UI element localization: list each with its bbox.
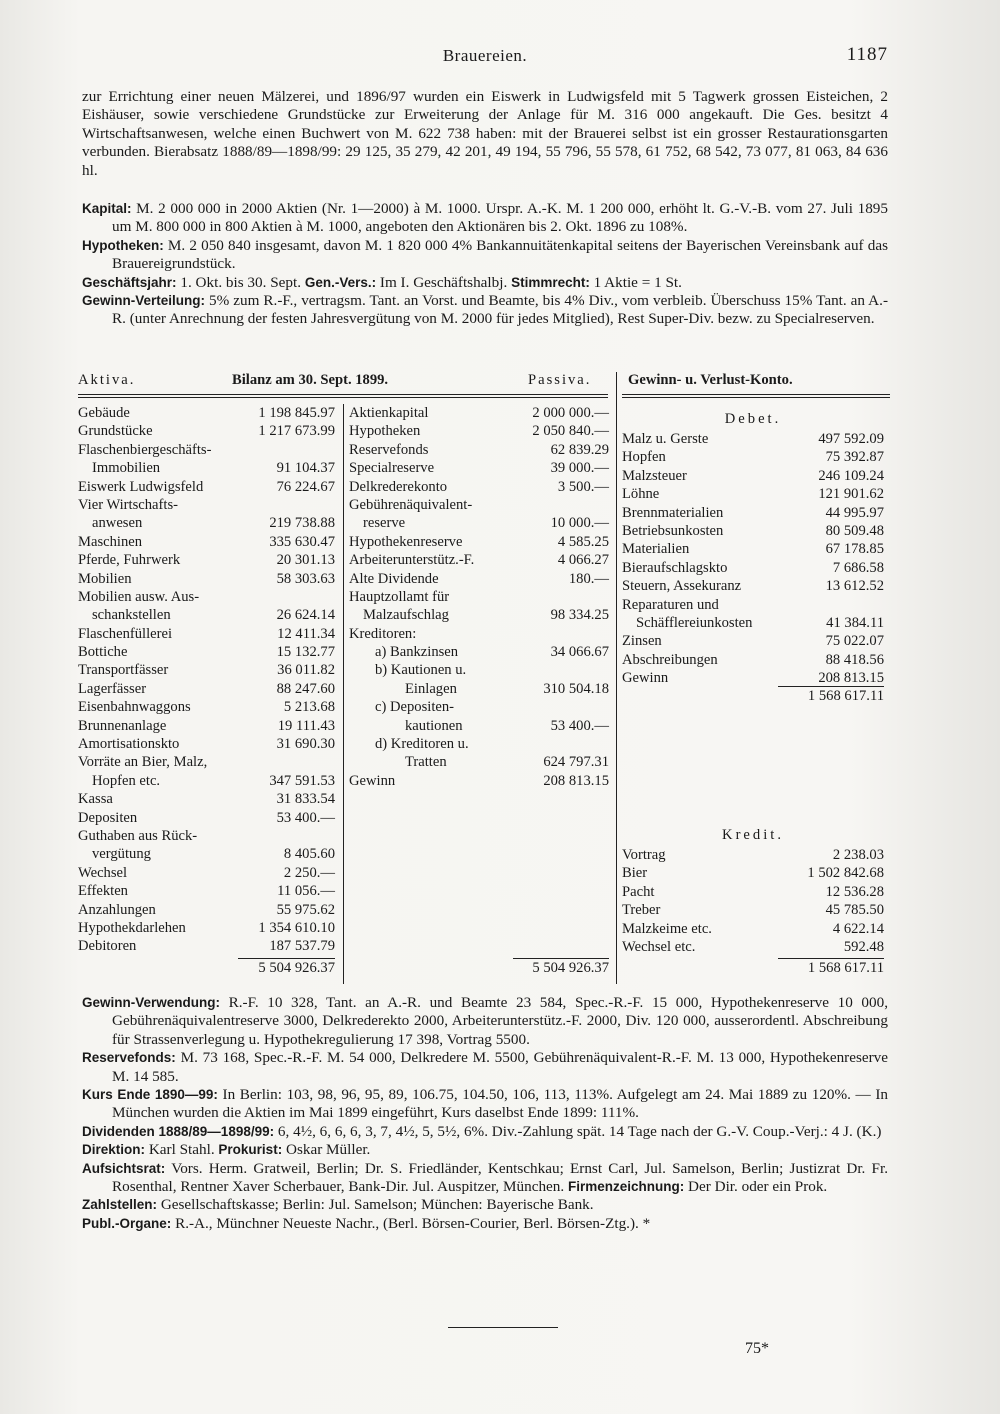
kredit-amount: 592.48 (843, 938, 884, 955)
aktiva-amount: 31 690.30 (276, 736, 335, 753)
passiva-label: Reservefonds (349, 441, 429, 458)
aktiva-label: Bottiche (78, 644, 128, 661)
aktiva-row (78, 496, 335, 514)
aktiva-row (78, 459, 335, 477)
aktiva-amount: 36 011.82 (277, 662, 335, 679)
debet-label: Hopfen (622, 449, 666, 466)
kredit-amount: 1 502 842.68 (807, 865, 884, 882)
section-lead: Dividenden 1888/89—1898/99: (82, 1123, 275, 1139)
aktiva-label: Pferde, Fuhrwerk (78, 552, 181, 569)
passiva-row (349, 772, 609, 790)
debet-amount: 44 995.97 (825, 504, 884, 521)
passiva-label: Aktienkapital (349, 405, 429, 421)
aktiva-row (78, 551, 335, 569)
kredit-row (622, 920, 884, 938)
aktiva-label: anwesen (92, 515, 143, 532)
page-header (82, 46, 888, 70)
debet-amount: 13 612.52 (825, 578, 884, 595)
section-text-3: 1 Aktie = 1 St. (593, 273, 682, 291)
passiva-amount: 310 504.18 (543, 680, 609, 697)
section-lead: Kapital: (82, 201, 132, 216)
passiva-label: a) Bankzinsen (375, 644, 459, 661)
debet-row (622, 559, 884, 577)
passiva-row (349, 459, 609, 477)
aktiva-label: Debitoren (78, 938, 137, 955)
aktiva-amount: 20 301.13 (276, 552, 335, 569)
passiva-label: Alte Dividende (349, 570, 439, 587)
aktiva-amount: 219 738.88 (269, 515, 335, 532)
aktiva-label: vergütung (92, 846, 151, 863)
aktiva-amount: 5 213.68 (283, 699, 335, 716)
aktiva-row (78, 882, 335, 900)
aktiva-label: Hopfen etc. (92, 772, 161, 789)
debet-amount: 121 901.62 (818, 486, 884, 503)
section-kapital (82, 200, 888, 237)
aktiva-label: Eisenbahnwaggons (78, 699, 191, 716)
aktiva-amount: 88 247.60 (276, 680, 335, 697)
section-text: 1. Okt. bis 30. Sept. (180, 273, 302, 291)
debet-row (622, 577, 884, 595)
passiva-row (349, 478, 609, 496)
aktiva-label: Kassa (78, 791, 113, 808)
section-text: 5% zum R.-F., vertragsm. Tant. an Vorst. und Beamte, bis 4% Div., vom verbleib. Überschuss 15% Tant. an A.-R. (unter Anrechnung der festen Jahresvergütung von M. 2000 für jedes Mitglied), Rest Super-Div. bezw. zu Specialreserven. (112, 292, 888, 328)
aktiva-row (78, 790, 335, 808)
aktiva-label: Aktiva. (78, 372, 136, 388)
aktiva-label: Effekten (78, 883, 128, 900)
passiva-row (349, 680, 609, 698)
aktiva-amount: 58 303.63 (276, 570, 335, 587)
section-lead: Reservefonds: (82, 1050, 176, 1066)
passiva-amount: 4 585.25 (557, 533, 609, 550)
passiva-amount: 62 839.29 (550, 441, 609, 458)
aktiva-amount: 31 833.54 (276, 791, 335, 808)
passiva-label: kautionen (405, 717, 463, 734)
section-direktion (82, 1141, 888, 1159)
section-gewinn-verteilung (82, 292, 888, 329)
kredit-label: Wechsel etc. (622, 938, 696, 955)
debet-label: Steuern, Assekuranz (622, 578, 742, 595)
aktiva-row (78, 533, 335, 551)
guv-header-rule (622, 394, 890, 395)
aktiva-amount: 187 537.79 (269, 938, 335, 955)
passiva-label: Specialreserve (349, 460, 435, 477)
balance-title: Bilanz am 30. Sept. 1899. (232, 372, 389, 388)
passiva-amount: 34 066.67 (550, 644, 609, 661)
passiva-label: Hauptzollamt für (349, 588, 450, 605)
section-text: Gesellschaftskasse; Berlin: Jul. Samelson; München: Bayerische Bank. (160, 1196, 594, 1214)
aktiva-total-rule (238, 958, 335, 959)
passiva-row (349, 514, 609, 532)
aktiva-total: 5 504 926.37 (258, 960, 335, 976)
debet-row (622, 504, 884, 522)
section-lead: Direktion: (82, 1142, 146, 1158)
debet-row (622, 651, 884, 669)
section-text: R.-F. 10 328, Tant. an A.-R. und Beamte 23 584, Spec.-R.-F. 15 000, Hypothekenreserve 10 000, Gebührenäquivalentreserve 3000, Delkrederekto 2000, Arbeiterunterstütz.-F. 2000, Div. 120 000, ausserordentl. Abschreibung für Strassenverlegung u. Hypothekregulierung 17 398, Vortrag 5500. (112, 994, 888, 1048)
passiva-amount: 53 400.— (550, 717, 609, 734)
debet-total: 1 568 617.11 (807, 688, 884, 704)
aktiva-amount: 335 630.47 (269, 533, 335, 550)
debet-amount: 67 178.85 (825, 541, 884, 558)
section-hypotheken (82, 237, 888, 274)
kredit-total: 1 568 617.11 (807, 960, 884, 976)
passiva-amount: 10 000.— (550, 515, 609, 532)
aktiva-amount: 26 624.14 (276, 607, 335, 624)
guv-title: Gewinn- u. Verlust-Konto. (628, 372, 793, 388)
aktiva-label: Transportfässer (78, 662, 169, 679)
aktiva-label: Depositen (78, 809, 138, 826)
passiva-column (349, 404, 609, 790)
aktiva-amount: 1 354 610.10 (258, 919, 335, 936)
debet-rows (622, 430, 884, 687)
section-geschaeftsjahr (82, 274, 888, 292)
passiva-total: 5 504 926.37 (532, 960, 609, 976)
aktiva-row (78, 588, 335, 606)
debet-label: Abschreibungen (622, 651, 718, 668)
aktiva-amount: 2 250.— (283, 864, 335, 881)
aktiva-amount: 19 111.43 (277, 717, 335, 734)
section-publ-organe (82, 1215, 888, 1233)
passiva-row (349, 422, 609, 440)
aktiva-label: Mobilien ausw. Aus- (78, 588, 200, 605)
passiva-row (349, 643, 609, 661)
debet-amount: 41 384.11 (826, 614, 884, 631)
aktiva-row (78, 422, 335, 440)
intro-text: zur Errichtung einer neuen Mälzerei, und 1896/97 wurden ein Eiswerk in Ludwigsfeld mit 5 Tagwerk grossen Eisteichen, 2 Eishäuser, sowie verschiedene Grundstücke zur Erweiterung der Anlage für M. 316 000 angekauft. Die Ges. besitzt 4 Wirtschaftsanwesen, welche einen Buchwert von M. 622 738 haben: mit der Brauerei selbst ist ein grosser Restaurationsgarten verbunden. Bierabsatz 1888/89—1898/99: 29 125, 35 279, 42 201, 49 194, 55 796, 55 578, 61 752, 68 542, 73 077, 81 063, 84 636 hl. (82, 88, 888, 179)
debet-row (622, 430, 884, 448)
debet-amount: 497 592.09 (818, 431, 884, 447)
kredit-row (622, 883, 884, 901)
debet-amount: 246 109.24 (818, 467, 884, 484)
aktiva-label: Maschinen (78, 533, 143, 550)
aktiva-row (78, 643, 335, 661)
passiva-label: Hypothekenreserve (349, 533, 463, 550)
debet-amount: 75 392.87 (825, 449, 884, 466)
section-lead-2: Firmenzeichnung: (567, 1179, 685, 1195)
debet-label: Zinsen (622, 633, 662, 650)
section-text: M. 2 050 840 insgesamt, davon M. 1 820 000 4% Bankannuitätenkapital seitens der Bayerischen Vereinsbank auf das Brauereigrundstück. (112, 236, 889, 273)
aktiva-label: Brunnenanlage (78, 717, 167, 734)
aktiva-label: schankstellen (92, 607, 171, 624)
aktiva-row (78, 845, 335, 863)
aktiva-label: Wechsel (78, 864, 128, 881)
kredit-amount: 12 536.28 (825, 883, 884, 900)
section-reservefonds (82, 1049, 888, 1086)
aktiva-row (78, 680, 335, 698)
aktiva-label: Flaschenfüllerei (78, 625, 173, 642)
kredit-label: Kredit. (722, 827, 784, 843)
passiva-row (349, 735, 609, 753)
section-lead: Publ.-Organe: (82, 1215, 172, 1231)
debet-total-rule (778, 686, 884, 687)
section-text: R.-A., Münchner Neueste Nachr., (Berl. Börsen-Courier, Berl. Börsen-Ztg.). * (175, 1214, 651, 1232)
kredit-label: Malzkeime etc. (622, 920, 712, 937)
aktiva-row (78, 698, 335, 716)
kredit-label: Bier (622, 865, 648, 882)
header-rule-2 (78, 397, 608, 398)
aktiva-row (78, 717, 335, 735)
section-text-2: Oskar Müller. (285, 1141, 371, 1159)
section-lead-3: Stimmrecht: (511, 274, 590, 290)
section-lead: Kurs Ende 1890—99: (82, 1087, 218, 1103)
debet-amount: 88 418.56 (825, 651, 884, 668)
section-lead: Aufsichtsrat: (82, 1160, 166, 1176)
aktiva-label: Grundstücke (78, 423, 153, 440)
passiva-label: Gebührenäquivalent- (349, 496, 473, 513)
debet-label: Reparaturen und (622, 596, 719, 613)
passiva-row (349, 588, 609, 606)
aktiva-row (78, 919, 335, 937)
debet-row (622, 596, 884, 614)
aktiva-row (78, 772, 335, 790)
passiva-amount: 624 797.31 (543, 754, 609, 771)
aktiva-label: Mobilien (78, 570, 132, 587)
passiva-row (349, 717, 609, 735)
debet-amount: 208 813.15 (818, 670, 884, 687)
section-text: In Berlin: 103, 98, 96, 95, 89, 106.75, 104.50, 106, 113, 113%. Aufgelegt am 24. Mai 1889 zu 120%. — In München wurden die Aktien im Mai 1899 eingeführt, Kurs daselbst Ende 1899: 111%. (112, 1086, 888, 1122)
passiva-label: Gewinn (349, 772, 396, 789)
aktiva-label: Lagerfässer (78, 680, 147, 697)
kredit-amount: 2 238.03 (832, 847, 884, 863)
passiva-label: reserve (363, 515, 406, 532)
footer-rule (448, 1327, 558, 1328)
aktiva-label: Guthaben aus Rück- (78, 827, 198, 844)
aktiva-amount: 1 217 673.99 (258, 423, 335, 440)
section-text: 6, 4½, 6, 6, 6, 3, 7, 4½, 5, 5½, 6%. Div.-Zahlung spät. 14 Tage nach der G.-V. Coup.-Verj.: 4 J. (K.) (277, 1122, 882, 1140)
debet-row (622, 485, 884, 503)
kredit-row (622, 938, 884, 956)
passiva-row (349, 570, 609, 588)
section-text: M. 73 168, Spec.-R.-F. M. 54 000, Delkredere M. 5500, Gebührenäquivalent-R.-F. M. 13 000, Hypothekenreserve M. 14 585. (112, 1049, 889, 1085)
passiva-row (349, 551, 609, 569)
running-title: Brauereien. (442, 46, 528, 65)
section-kurs (82, 1086, 888, 1123)
aktiva-amount: 347 591.53 (269, 772, 335, 789)
debet-row (622, 669, 884, 687)
passiva-amount: 180.— (568, 570, 609, 587)
section-lead: Zahlstellen: (82, 1197, 158, 1213)
aktiva-row (78, 441, 335, 459)
aktiva-row (78, 937, 335, 955)
passiva-row (349, 606, 609, 624)
kredit-row (622, 864, 884, 882)
aktiva-row (78, 735, 335, 753)
aktiva-row (78, 514, 335, 532)
aktiva-label: Vorräte an Bier, Malz, (78, 754, 208, 771)
kredit-total-rule (778, 958, 884, 959)
debet-label: Malzsteuer (622, 467, 687, 484)
passiva-label: Kreditoren: (349, 625, 417, 642)
aktiva-row (78, 570, 335, 588)
passiva-label: d) Kreditoren u. (375, 736, 469, 753)
aktiva-row (78, 606, 335, 624)
passiva-row (349, 404, 609, 422)
passiva-row (349, 661, 609, 679)
passiva-label: Arbeiterunterstütz.-F. (349, 552, 475, 569)
passiva-label: Delkrederekonto (349, 478, 448, 495)
aktiva-label: Gebäude (78, 405, 130, 421)
aktiva-label: Amortisationskto (78, 736, 180, 753)
passiva-label: b) Kautionen u. (375, 662, 467, 679)
aktiva-label: Hypothekdarlehen (78, 919, 186, 936)
section-text-2: Im I. Geschäftshalbj. (379, 273, 508, 291)
kredit-label: Vortrag (622, 847, 666, 863)
debet-label: Materialien (622, 541, 690, 558)
section-lead: Gewinn-Verwendung: (82, 995, 221, 1010)
debet-label: Betriebsunkosten (622, 522, 724, 539)
kredit-row (622, 846, 884, 864)
section-text-2: Der Dir. oder ein Prok. (688, 1178, 828, 1196)
header-rule (78, 394, 608, 395)
column-divider (343, 404, 344, 984)
aktiva-amount: 11 056.— (277, 883, 335, 900)
passiva-label: c) Depositen- (375, 699, 455, 716)
debet-label: Debet. (724, 411, 782, 427)
debet-label: Schäfflereiunkosten (636, 614, 753, 631)
debet-label: Malz u. Gerste (622, 431, 709, 447)
guv-divider (616, 372, 617, 984)
passiva-label: Einlagen (405, 680, 457, 697)
kredit-row (622, 901, 884, 919)
section-text: Karl Stahl. (148, 1141, 215, 1159)
aktiva-row (78, 404, 335, 422)
passiva-amount: 208 813.15 (543, 772, 609, 789)
kredit-amount: 45 785.50 (825, 902, 884, 919)
kredit-label: Treber (622, 902, 661, 919)
aktiva-amount: 8 405.60 (283, 846, 335, 863)
balance-block (78, 372, 890, 984)
aktiva-row (78, 827, 335, 845)
passiva-label: Tratten (405, 754, 447, 771)
aktiva-row (78, 625, 335, 643)
aktiva-label: Immobilien (92, 460, 161, 477)
section-lead-2: Prokurist: (218, 1142, 283, 1158)
section-text: M. 2 000 000 in 2000 Aktien (Nr. 1—2000) à M. 1000. Urspr. A.-K. M. 1 200 000, erhöht lt. G.-V.-B. vom 27. Juli 1895 um M. 800 000 in 800 Aktien à M. 1000, angeboten den Aktionären bis 2. Okt. 1896 zu 108%. (112, 200, 888, 236)
aktiva-amount: 76 224.67 (276, 478, 335, 495)
passiva-amount: 4 066.27 (557, 552, 609, 569)
passiva-amount: 2 000 000.— (532, 405, 609, 421)
aktiva-amount: 91 104.37 (276, 460, 335, 477)
passiva-row (349, 625, 609, 643)
debet-row (622, 614, 884, 632)
aktiva-row (78, 661, 335, 679)
debet-label: Gewinn (622, 670, 669, 687)
aktiva-label: Vier Wirtschafts- (78, 496, 178, 513)
passiva-total-rule (513, 958, 609, 959)
aktiva-row (78, 478, 335, 496)
debet-section (622, 408, 884, 687)
passiva-amount: 39 000.— (550, 460, 609, 477)
section-gewinn-verwendung (82, 994, 888, 1049)
debet-row (622, 632, 884, 650)
kredit-amount: 4 622.14 (832, 920, 884, 937)
passiva-row (349, 533, 609, 551)
aktiva-label: Anzahlungen (78, 901, 156, 918)
aktiva-column (78, 404, 335, 956)
passiva-label: Hypotheken (349, 423, 421, 440)
debet-row (622, 467, 884, 485)
bottom-sections (82, 994, 888, 1233)
passiva-amount: 2 050 840.— (532, 423, 609, 440)
section-dividenden (82, 1123, 888, 1141)
aktiva-label: Flaschenbiergeschäfts- (78, 441, 212, 458)
aktiva-row (78, 809, 335, 827)
section-lead-2: Gen.-Vers.: (304, 274, 377, 290)
debet-row (622, 540, 884, 558)
passiva-label: Passiva. (528, 372, 592, 388)
passiva-row (349, 496, 609, 514)
intro-paragraph (82, 88, 888, 180)
debet-label: Löhne (622, 486, 660, 503)
section-lead: Geschäftsjahr: (82, 274, 177, 290)
debet-row (622, 448, 884, 466)
aktiva-row (78, 901, 335, 919)
kredit-rows (622, 846, 884, 956)
guv-header-rule-2 (622, 397, 890, 398)
aktiva-amount: 55 975.62 (276, 901, 335, 918)
debet-amount: 80 509.48 (825, 522, 884, 539)
passiva-amount: 98 334.25 (550, 607, 609, 624)
aktiva-amount: 53 400.— (276, 809, 335, 826)
passiva-row (349, 698, 609, 716)
passiva-row (349, 753, 609, 771)
section-aufsichtsrat (82, 1160, 888, 1197)
page-number: 1187 (846, 44, 888, 65)
signature-mark: 75* (745, 1340, 769, 1357)
aktiva-label: Eiswerk Ludwigsfeld (78, 478, 204, 495)
debet-label: Bieraufschlagskto (622, 559, 728, 576)
aktiva-amount: 15 132.77 (276, 644, 335, 661)
section-text: Vors. Herm. Gratweil, Berlin; Dr. S. Friedländer, Kentschkau; Ernst Carl, Jul. Samelson, Berlin; Justizrat Dr. Fr. Rosenthal, Rentner Xaver Scherbauer, Bank-Dir. Jul. Auspitzer, München. (112, 1159, 889, 1196)
passiva-amount: 3 500.— (557, 478, 609, 495)
debet-label: Brennmaterialien (622, 504, 724, 521)
debet-row (622, 522, 884, 540)
aktiva-amount: 12 411.34 (277, 625, 335, 642)
top-sections (82, 200, 888, 329)
aktiva-amount: 1 198 845.97 (258, 405, 335, 421)
passiva-row (349, 441, 609, 459)
kredit-label: Pacht (622, 883, 655, 900)
section-lead: Gewinn-Verteilung: (82, 293, 206, 309)
section-lead: Hypotheken: (82, 237, 164, 253)
passiva-label: Malzaufschlag (363, 607, 449, 624)
kredit-section (622, 824, 884, 956)
aktiva-row (78, 864, 335, 882)
debet-amount: 7 686.58 (832, 559, 884, 576)
aktiva-row (78, 753, 335, 771)
debet-amount: 75 022.07 (825, 633, 884, 650)
section-zahlstellen (82, 1196, 888, 1214)
